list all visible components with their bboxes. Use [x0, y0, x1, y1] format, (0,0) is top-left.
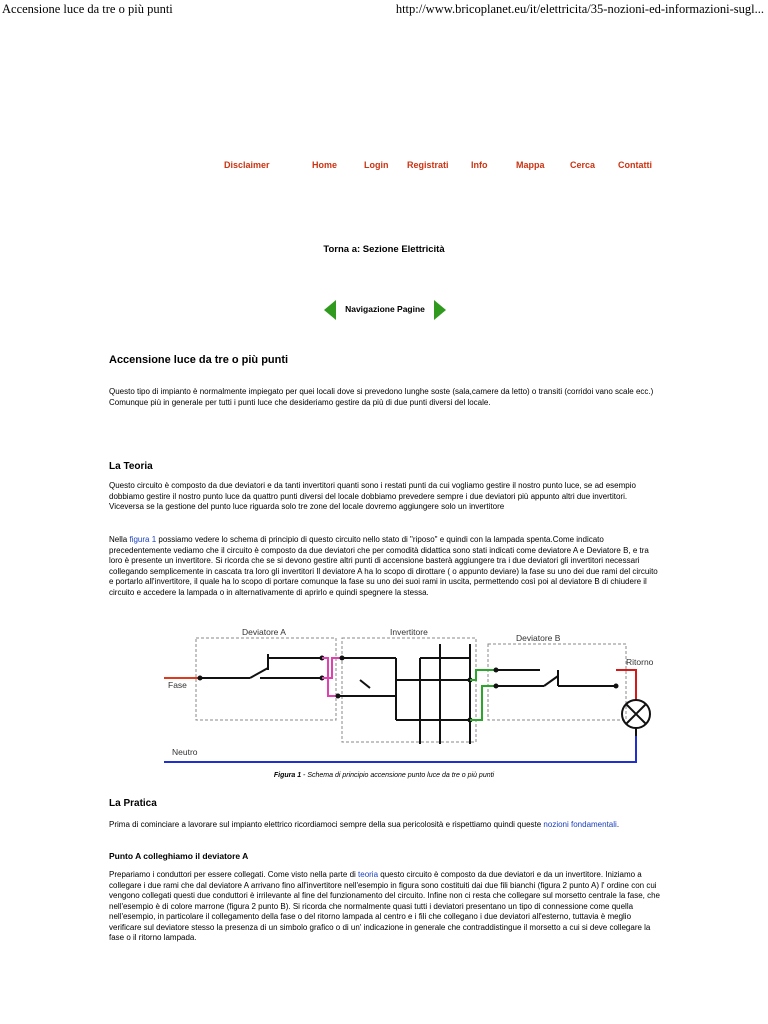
nav-home[interactable]: Home — [312, 160, 338, 170]
section-title-teoria: La Teoria — [109, 461, 153, 472]
pratica-paragraph — [109, 820, 664, 831]
wire-link-a-to-invertitore — [322, 658, 342, 696]
intro-paragraph-2: Comunque più in generale per tutti i punti luce che desideriamo gestire da più di due punti diversi del locale. — [109, 397, 491, 407]
label-invertitore: Invertitore — [390, 627, 428, 637]
nav-mappa[interactable]: Mappa — [516, 160, 545, 170]
deviatore-a-switch — [200, 654, 322, 678]
invertitore-switch — [338, 644, 470, 744]
intro-paragraph-1: Questo tipo di impianto è normalmente impiegato per quei locali dove si prevedono lunghe soste (sala,camere da letto) o transiti (corridoi vano scale ecc.) — [109, 387, 654, 396]
punto-a-post: questo circuito è composto da due deviatori e da un invertitore. Iniziamo a collegare i due rami che dal deviatore A arrivano fino all'invertitore nell'esempio in figura sono costituiti dai due fili bianchi (figura 2 punto A) l' ordine con cui vengono collegati questi due conduttori è irrilevante al fine del funzionamento del circuito. Infine non ci resta che collegare sul morsetto centrale la fase, che nell'esempio è di colore marrone (figura 2 punto B). Si ricorda che normalmente quasi tutti i deviatori presentano un tipo di connessione come quella nell'esempio, in particolare il collegamento della fase o del ritorno lampada al centro e i fili che collegano i due deviatori all'esterno, tuttavia è meglio verificare sul deviatore stesso la presenza di un simbolo grafico o di un' indicazione in generale che contraddistingue il morsetto a cui si deve collegare la fase o il ritorno lampada. — [109, 870, 660, 942]
figure-caption-text: - Schema di principio accensione punto luce da tre o più punti — [301, 772, 495, 779]
teoria-p2-post: possiamo vedere lo schema di principio di questo circuito nello stato di "riposo" e quindi con la lampada spenta.Come indicato precedentemente vediamo che il circuito è composto da due deviatori che per comodità didattica sono stati indicati come deviatore A e Deviatore B, e tra loro è presente un invertitore. Si ricorda che se si devono gestire altri punti di accensione basterà aggiungere tra i due deviatori gli invertitori necessari collegando semplicemente in cascata tra loro gli invertitori Il deviatore A ha lo scopo di dirottare ( o appunto deviare) la fase su uno dei due rami del circuito e portarlo all'invertitore, il quale ha lo scopo di portare comunque la fase su uno dei suoi rami in uscita, permettendo così poi al deviatore B di chiudere il circuito e accedere la lampada o in alternativamente di aprirlo e quindi spegnere la stessa. — [109, 535, 658, 597]
page-navigation — [324, 300, 446, 320]
pratica-pre: Prima di cominciare a lavorare sul impianto elettrico ricordiamoci sempre della sua pericolosità e rispettiamo quindi queste — [109, 820, 544, 829]
label-deviatore-a: Deviatore A — [242, 627, 286, 637]
page-url[interactable]: http://www.bricoplanet.eu/it/elettricita/35-nozioni-ed-informazioni-sugl... — [395, 2, 764, 16]
punto-a-pre: Prepariamo i conduttori per essere collegati. Come visto nella parte di — [109, 870, 359, 879]
label-ritorno: Ritorno — [626, 657, 654, 667]
label-deviatore-b: Deviatore B — [516, 633, 561, 643]
punto-a-title: Punto A colleghiamo il deviatore A — [109, 851, 249, 861]
print-header — [0, 0, 768, 22]
nav-cerca[interactable]: Cerca — [570, 160, 596, 170]
nav-registrati[interactable]: Registrati — [407, 160, 449, 170]
teoria-paragraph-1: Questo circuito è composto da due deviatori e da tanti invertitori quanti sono i restati punti da cui vogliamo gestire il nostro punto luce, se ad esempio dobbiamo gestire il nostro punto luce da quattro punti diversi del locale dobbiamo prevedere sempre i due deviatori più appunto altri due invertitori. Viceversa se la gestione del punto luce riguarda solo tre zone del locale dovremo aggiungere solo un invertitore — [109, 481, 636, 511]
wire-neutro — [164, 736, 636, 762]
nav-disclaimer[interactable]: Disclaimer — [224, 160, 270, 170]
previous-page-arrow-icon[interactable] — [324, 300, 336, 320]
nav-info[interactable]: Info — [471, 160, 488, 170]
deviatore-b-switch — [496, 670, 616, 686]
pratica-post: . — [616, 820, 620, 829]
page-navigation-label: Navigazione Pagine — [345, 304, 425, 314]
next-page-arrow-icon[interactable] — [434, 300, 446, 320]
circuit-diagram — [160, 624, 660, 766]
nav-login[interactable]: Login — [364, 160, 389, 170]
section-title-pratica: La Pratica — [109, 798, 157, 809]
page-title: Accensione luce da tre o più punti — [2, 2, 173, 16]
label-neutro: Neutro — [172, 747, 198, 757]
teoria-p2-pre: Nella — [109, 535, 130, 544]
teoria-paragraph-2 — [109, 535, 664, 598]
back-to-section-link[interactable]: Torna a: Sezione Elettricità — [323, 244, 445, 255]
top-nav — [215, 160, 665, 174]
figura-1-link[interactable]: figura 1 — [129, 535, 157, 544]
nozioni-fondamentali-link[interactable]: nozioni fondamentali — [543, 820, 617, 829]
label-fase: Fase — [168, 680, 187, 690]
invertitore-box — [342, 638, 476, 742]
nav-contatti[interactable]: Contatti — [618, 160, 652, 170]
teoria-link[interactable]: teoria — [358, 870, 379, 879]
article-title: Accensione luce da tre o più punti — [109, 354, 289, 366]
figure-caption — [0, 772, 768, 779]
punto-a-paragraph — [109, 870, 664, 944]
wire-link-invertitore-to-b — [470, 670, 496, 720]
wire-ritorno — [616, 670, 636, 700]
figure-label: Figura 1 — [273, 772, 302, 779]
intro-block — [109, 387, 664, 408]
